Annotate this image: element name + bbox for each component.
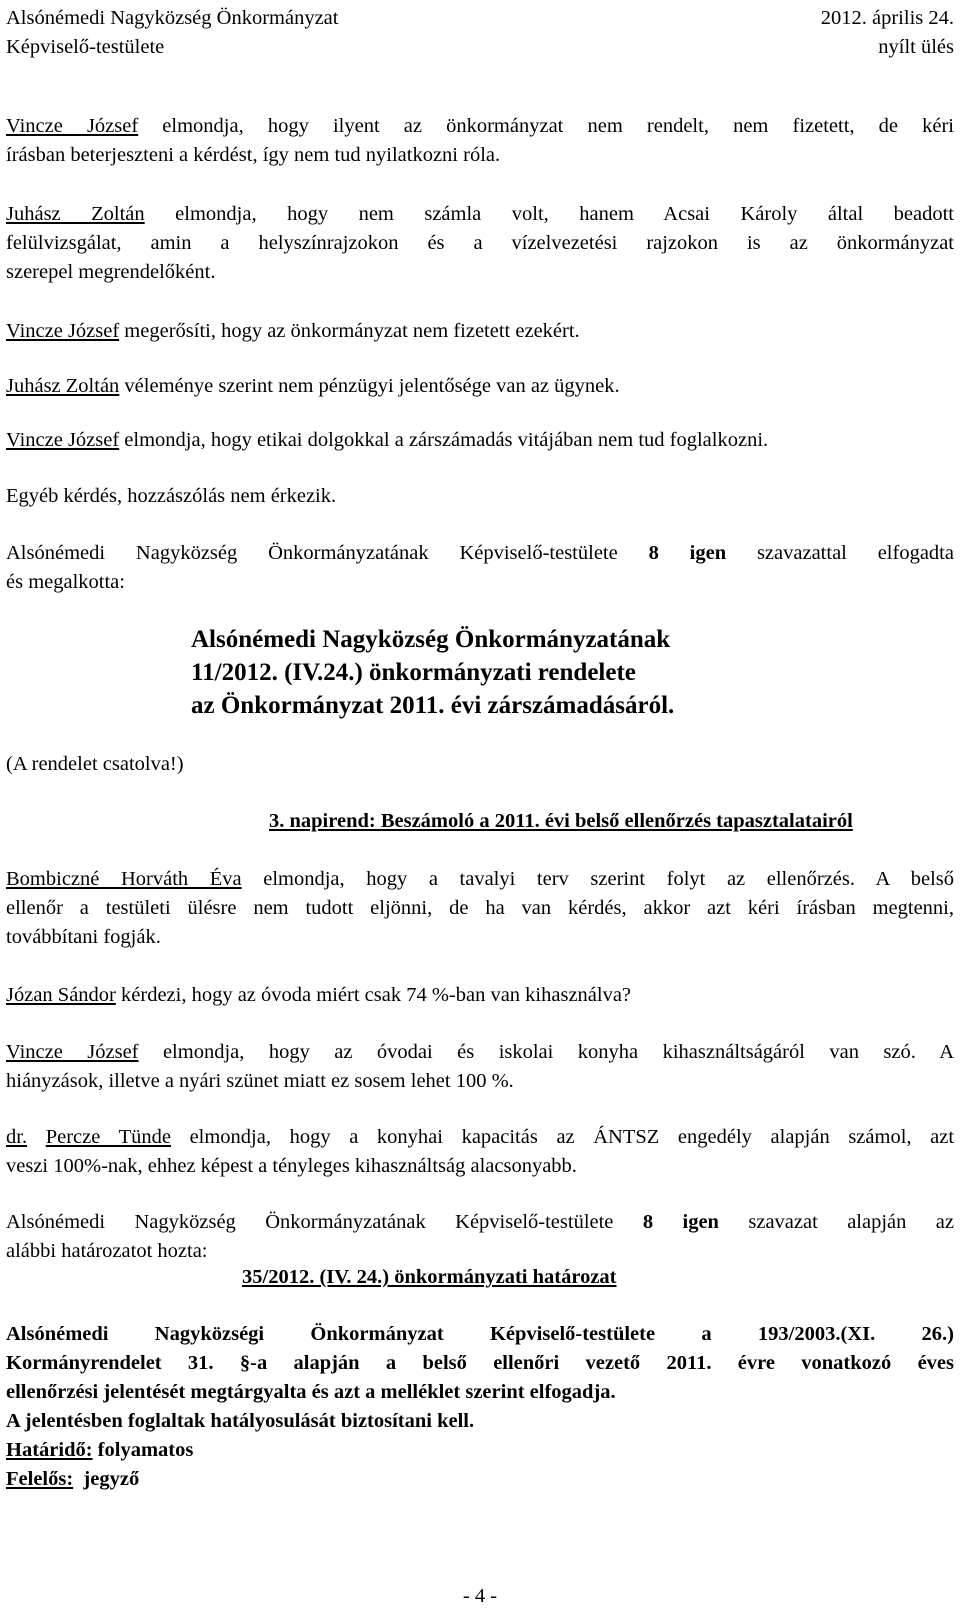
paragraph-text: felülvizsgálat, amin a helyszínrajzokon és a vízelvezetési rajzokon is az önkormányzat xyxy=(6,232,954,254)
resolution-title: 35/2012. (IV. 24.) önkormányzati határozat xyxy=(242,1266,617,1288)
paragraph-text: elmondja, hogy nem számla volt, hanem Acsai Károly által beadott xyxy=(144,203,955,225)
header-right-line2: nyílt ülés xyxy=(878,36,954,58)
resolution-line2: Kormányrendelet 31. §-a alapján a belső ellenőri vezető 2011. évre vonatkozó éves xyxy=(6,1352,954,1374)
paragraph-text: elmondja, hogy ilyent az önkormányzat nem rendelt, nem fizetett, de kéri xyxy=(138,115,954,137)
agenda-item-3-title: 3. napirend: Beszámoló a 2011. évi belső ellenőrzés tapasztalatairól xyxy=(269,810,853,832)
paragraph-text: Alsónémedi Nagyközség Önkormányzatának Képviselő-testülete xyxy=(6,542,649,564)
header-left-line1: Alsónémedi Nagyközség Önkormányzat xyxy=(6,7,339,29)
responsible-label: Felelős: xyxy=(6,1468,74,1490)
speaker-name: Percze Tünde xyxy=(45,1126,171,1148)
ordinance-line2: 11/2012. (IV.24.) önkormányzati rendelete xyxy=(191,659,636,686)
paragraph-text: elmondja, hogy a konyhai kapacitás az ÁNTSZ engedély alapján számol, azt xyxy=(170,1126,955,1148)
deadline-value: folyamatos xyxy=(92,1439,194,1461)
deadline-label: Határidő: xyxy=(6,1439,93,1461)
resolution-line3: ellenőrzési jelentését megtárgyalta és azt a melléklet szerint elfogadja. xyxy=(6,1381,616,1403)
paragraph-text: szavazat alapján az xyxy=(718,1211,954,1233)
paragraph-7 xyxy=(6,865,954,952)
paragraph-10 xyxy=(6,1123,954,1181)
paragraph-1 xyxy=(6,112,954,170)
paragraph-8 xyxy=(6,981,631,1010)
paragraph-text: szerepel megrendelőként. xyxy=(6,261,216,283)
speaker-name: Juhász Zoltán xyxy=(6,375,120,397)
paragraph-text: Egyéb kérdés, hozzászólás nem érkezik. xyxy=(6,485,337,507)
paragraph-text: írásban beterjeszteni a kérdést, így nem tud nyilatkozni róla. xyxy=(6,144,501,166)
paragraph-text: Alsónémedi Nagyközség Önkormányzatának Képviselő-testülete xyxy=(6,1211,643,1233)
speaker-name: Vincze József xyxy=(6,320,120,342)
resolution-body xyxy=(6,1320,954,1494)
speaker-name: Bombiczné Horváth Éva xyxy=(6,868,242,890)
paragraph-4 xyxy=(6,372,620,401)
paragraph-text: elmondja, hogy a tavalyi terv szerint folyt az ellenőrzés. A belső xyxy=(241,868,954,890)
header-right-line1: 2012. április 24. xyxy=(820,7,954,29)
paragraph-text: hiányzások, illetve a nyári szünet miatt ez sosem lehet 100 %. xyxy=(6,1070,514,1092)
ordinance-title xyxy=(191,623,674,722)
paragraph-3 xyxy=(6,317,580,346)
vote-count: 8 igen xyxy=(648,542,727,564)
speaker-title: dr. xyxy=(6,1126,28,1148)
vote-count: 8 igen xyxy=(642,1211,719,1233)
speaker-name: Józan Sándor xyxy=(6,984,116,1006)
attached-note: (A rendelet csatolva!) xyxy=(6,753,184,775)
paragraph-text: veszi 100%-nak, ehhez képest a tényleges kihasználtság alacsonyabb. xyxy=(6,1155,577,1177)
resolution-line1: Alsónémedi Nagyközségi Önkormányzat Képviselő-testülete a 193/2003.(XI. 26.) xyxy=(6,1323,954,1345)
header-left-line2: Képviselő-testülete xyxy=(6,36,165,58)
paragraph-text: megerősíti, hogy az önkormányzat nem fizetett ezekért. xyxy=(119,320,580,342)
vote-paragraph-2 xyxy=(6,1208,954,1266)
speaker-name: Vincze József xyxy=(6,1041,139,1063)
resolution-line4: A jelentésben foglaltak hatályosulását biztosítani kell. xyxy=(6,1410,475,1432)
paragraph-2 xyxy=(6,200,954,287)
paragraph-9 xyxy=(6,1038,954,1096)
paragraph-6 xyxy=(6,482,336,511)
paragraph-text: továbbítani fogják. xyxy=(6,926,161,948)
paragraph-text: véleménye szerint nem pénzügyi jelentősége van az ügynek. xyxy=(119,375,620,397)
paragraph-text: és megalkotta: xyxy=(6,571,125,593)
responsible-value: jegyző xyxy=(73,1468,140,1490)
vote-paragraph-1 xyxy=(6,539,954,597)
speaker-name: Juhász Zoltán xyxy=(6,203,145,225)
paragraph-text: elmondja, hogy etikai dolgokkal a zárszámadás vitájában nem tud foglalkozni. xyxy=(119,429,769,451)
speaker-name: Vincze József xyxy=(6,429,120,451)
paragraph-text: kérdezi, hogy az óvoda miért csak 74 %-ban van kihasználva? xyxy=(115,984,632,1006)
page-header xyxy=(6,4,954,62)
paragraph-text: elmondja, hogy az óvodai és iskolai konyha kihasználtságáról van szó. A xyxy=(138,1041,954,1063)
paragraph-text: ellenőr a testületi ülésre nem tudott eljönni, de ha van kérdés, akkor azt kéri írásban megtenni, xyxy=(6,897,954,919)
ordinance-line1: Alsónémedi Nagyközség Önkormányzatának xyxy=(191,626,671,653)
paragraph-text: alábbi határozatot hozta: xyxy=(6,1240,208,1262)
paragraph-5 xyxy=(6,426,768,455)
page-number: - 4 - xyxy=(462,1585,498,1607)
paragraph-text: szavazattal elfogadta xyxy=(726,542,954,564)
ordinance-line3: az Önkormányzat 2011. évi zárszámadásáról. xyxy=(191,692,675,719)
speaker-name: Vincze József xyxy=(6,115,139,137)
